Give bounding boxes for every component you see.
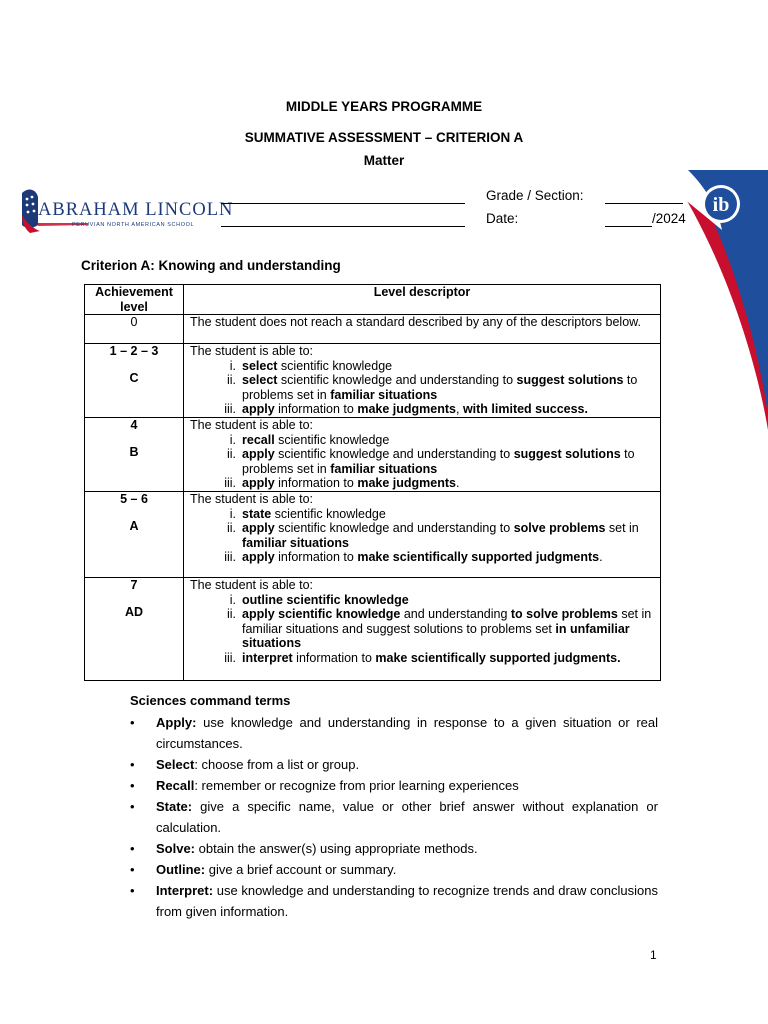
level-value: 7 [130, 578, 138, 592]
item-text [242, 593, 654, 608]
item-text [242, 550, 654, 565]
item-text-run: to problems set in [242, 447, 635, 476]
item-text [242, 607, 654, 651]
item-numeral: ii. [226, 373, 236, 387]
date-label: Date: [486, 211, 519, 226]
item-text-run: set in familiar situations and suggest solutions to problems set [242, 607, 652, 636]
assessment-title: SUMMATIVE ASSESSMENT – CRITERION A [244, 130, 524, 145]
command-term: Select [156, 757, 195, 772]
descriptor-item [190, 550, 654, 565]
achievement-level-cell [85, 344, 184, 418]
item-numeral: i. [229, 358, 236, 373]
descriptor-item [190, 433, 654, 448]
item-text-run: scientific knowledge [274, 432, 390, 447]
descriptor-item [190, 402, 654, 417]
table-row [85, 344, 661, 418]
item-text-run: scientific knowledge and understanding to [277, 373, 517, 387]
achievement-level-cell [85, 492, 184, 578]
item-text [242, 433, 654, 448]
item-text [242, 521, 654, 550]
command-term-item [130, 796, 658, 838]
item-numeral: iii. [224, 550, 236, 564]
descriptor-item [190, 447, 654, 476]
level-value: 1 – 2 – 3 [109, 344, 159, 358]
item-text-bold: outline scientific knowledge [242, 592, 409, 607]
command-term-definition: give a specific name, value or other brief answer without explanation or calculation. [156, 799, 658, 835]
item-text [242, 476, 654, 491]
descriptor-item [190, 373, 654, 402]
item-text-bold: to solve problems [510, 607, 618, 621]
item-text-run: scientific knowledge [277, 358, 393, 373]
rubric-table [84, 284, 661, 681]
grade-section-label: Grade / Section: [486, 188, 584, 203]
item-text-run: . [455, 476, 460, 490]
item-text-run: information to [274, 402, 358, 416]
item-text-bold: solve problems [513, 521, 606, 535]
command-terms-list [130, 712, 658, 922]
item-text-bold: familiar situations [330, 461, 438, 476]
item-text [242, 359, 654, 374]
item-text-bold: apply [242, 550, 275, 564]
item-text-bold: familiar situations [242, 535, 349, 550]
grade-value: B [129, 444, 139, 459]
level-value: 0 [130, 315, 138, 329]
item-text-bold: apply [242, 402, 275, 416]
level-descriptor-cell [184, 344, 661, 418]
level-descriptor-cell [184, 492, 661, 578]
date-line[interactable] [605, 226, 652, 227]
achievement-level-cell [85, 578, 184, 681]
item-text [242, 447, 654, 476]
item-numeral: iii. [224, 476, 236, 490]
level-descriptor-cell [184, 315, 661, 344]
school-name: ABRAHAM LINCOLN [38, 200, 234, 220]
descriptor-intro: The student is able to: [190, 492, 313, 506]
level-value: 5 – 6 [120, 492, 148, 506]
descriptor-text: The student does not reach a standard described by any of the descriptors below. [190, 315, 641, 329]
school-subtitle: PERUVIAN NORTH AMERICAN SCHOOL [72, 222, 195, 228]
unit-title: Matter [363, 153, 405, 168]
item-numeral: i. [229, 506, 236, 521]
command-term-item [130, 775, 658, 796]
grade-value: AD [124, 604, 144, 619]
ib-logo-icon [700, 183, 742, 225]
item-text-run: . [599, 550, 603, 564]
item-numeral: iii. [224, 650, 236, 665]
item-text-run: to problems set in [242, 373, 638, 402]
item-text-run: scientific knowledge and understanding to [274, 447, 514, 461]
grade-value: C [129, 370, 139, 385]
command-term: Interpret: [156, 883, 214, 898]
grade-value: A [129, 518, 139, 533]
item-text-run: information to [274, 476, 358, 490]
page-number: 1 [650, 948, 657, 962]
item-text-bold: select [242, 358, 278, 373]
command-term: State: [156, 799, 193, 814]
command-term-item [130, 859, 658, 880]
item-numeral: ii. [226, 607, 236, 621]
ib-logo-text: ib [712, 194, 730, 216]
table-row [85, 418, 661, 492]
item-text-run: set in [605, 521, 639, 535]
command-term-item [130, 754, 658, 775]
programme-title: MIDDLE YEARS PROGRAMME [285, 99, 483, 114]
achievement-level-cell [85, 315, 184, 344]
teacher-line[interactable] [221, 226, 465, 227]
item-text [242, 507, 654, 522]
descriptor-item [190, 607, 654, 651]
item-text-run: scientific knowledge [271, 506, 386, 521]
item-numeral: ii. [226, 447, 236, 461]
item-text-run: and understanding [400, 607, 511, 621]
item-text-bold: apply scientific knowledge [242, 607, 401, 621]
descriptor-item [190, 593, 654, 608]
item-text-bold: apply [242, 476, 275, 490]
item-text [242, 402, 654, 417]
descriptor-item [190, 507, 654, 522]
header-achievement-level: Achievement level [85, 285, 184, 315]
item-numeral: i. [229, 432, 236, 447]
item-text-bold: select [242, 373, 278, 387]
command-term: Solve: [156, 841, 196, 856]
descriptor-intro: The student is able to: [190, 578, 313, 592]
item-text-bold: make judgments [357, 402, 456, 416]
item-text-run: , [455, 402, 463, 416]
level-descriptor-cell [184, 578, 661, 681]
command-term-item [130, 838, 658, 859]
item-text-bold: in unfamiliar situations [242, 621, 630, 650]
descriptor-item [190, 651, 654, 666]
item-text-bold: apply [242, 521, 275, 535]
descriptor-intro: The student is able to: [190, 344, 313, 358]
achievement-level-cell [85, 418, 184, 492]
command-term-item [130, 880, 658, 922]
item-text-bold: suggest solutions [513, 447, 621, 461]
item-text-bold: make scientifically supported judgments [357, 550, 600, 564]
command-terms-title: Sciences command terms [130, 693, 291, 708]
table-row [85, 578, 661, 681]
item-text [242, 651, 654, 666]
table-header-row [85, 285, 661, 315]
item-text-run: scientific knowledge and understanding to [274, 521, 514, 535]
item-text-bold: with limited success. [462, 402, 588, 416]
item-text-bold: make judgments [357, 476, 456, 490]
descriptor-item [190, 476, 654, 491]
item-text-bold: familiar situations [330, 387, 438, 402]
command-term-definition: : remember or recognize from prior learning experiences [194, 778, 519, 793]
name-line[interactable] [221, 203, 465, 204]
item-text-bold: suggest solutions [516, 373, 624, 387]
item-text-run: information to [274, 550, 358, 564]
command-term-item [130, 712, 658, 754]
descriptor-intro: The student is able to: [190, 418, 313, 432]
item-numeral: iii. [224, 402, 236, 416]
command-term: Outline: [156, 862, 206, 877]
command-term: Apply: [156, 715, 197, 730]
command-term-definition: give a brief account or summary. [205, 862, 397, 877]
level-value: 4 [130, 418, 138, 432]
command-term: Recall [156, 778, 195, 793]
item-text-bold: state [242, 506, 272, 521]
command-term-definition: : choose from a list or group. [194, 757, 360, 772]
item-text-bold: make scientifically supported judgments. [375, 650, 621, 665]
item-text-bold: apply [242, 447, 275, 461]
table-row [85, 315, 661, 344]
descriptor-item [190, 521, 654, 550]
item-numeral: ii. [226, 521, 236, 535]
table-row [85, 492, 661, 578]
item-numeral: i. [229, 592, 236, 607]
command-term-definition: obtain the answer(s) using appropriate methods. [195, 841, 478, 856]
grade-section-line[interactable] [605, 203, 683, 204]
command-term-definition: use knowledge and understanding to recognize trends and draw conclusions from given information. [156, 883, 658, 919]
criterion-title: Criterion A: Knowing and understanding [81, 258, 341, 273]
date-year: /2024 [652, 211, 686, 226]
header-level-descriptor: Level descriptor [184, 285, 661, 315]
item-text [242, 373, 654, 402]
item-text-bold: interpret [242, 650, 293, 665]
descriptor-item [190, 359, 654, 374]
item-text-bold: recall [242, 432, 275, 447]
item-text-run: information to [292, 650, 376, 665]
command-term-definition: use knowledge and understanding in response to a given situation or real circumstances. [156, 715, 658, 751]
level-descriptor-cell [184, 418, 661, 492]
